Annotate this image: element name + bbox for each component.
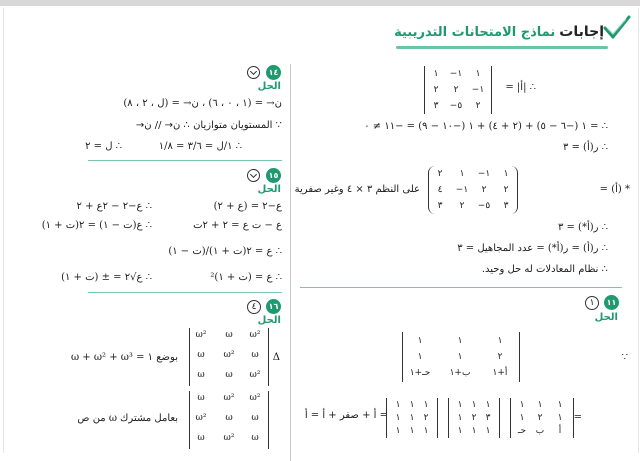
- q15-row-4-right: ∴ ع = (ت + ١)²: [210, 272, 282, 283]
- header-title-main: إجابات: [559, 24, 604, 40]
- question-badge-16: ١٦: [266, 299, 281, 314]
- q16-note-1: بوضع ١ = ω + ω² + ω³: [70, 352, 178, 363]
- document-page: [3, 8, 639, 453]
- augmented-note: على النظم ٣ × ٤ وغير صفرية: [294, 184, 420, 195]
- determinant-omega-2: ω ω² ω² ω² ω ω ω ω² ω: [189, 391, 269, 449]
- augmented-matrix: ٢ ١ −١ ١ ٤ −١ ٢ ٢ ٣ ٢ −٥ ٣: [428, 166, 518, 214]
- answer-choice-circle: ٤: [247, 300, 261, 314]
- determinant-q11: ١ ١ ١ ١ ١ ٢ حـ+١ ب+١ أ+١: [402, 332, 520, 382]
- q15-row-2-right: ع − ت ع = ٢ + ٢ت: [193, 220, 282, 231]
- question-badge-11: ١١: [604, 295, 619, 310]
- question-badge-14: ١٤: [266, 65, 281, 80]
- q14-line-1: ن→ = (١ ، ٠ ، ٦) ، ن→ = (ل ، ٢ ، ٨): [123, 98, 282, 109]
- determinant-q11-part-2: ١ ١ ١ ١ ٢ ٣ ١ ١ ١: [448, 398, 500, 438]
- chevron-down-icon[interactable]: [247, 169, 260, 182]
- section-separator: [88, 160, 282, 161]
- solution-label: الحل: [257, 184, 281, 195]
- q15-row-1-right: ع−٢ = (ع + ٢): [213, 201, 282, 212]
- solution-label: الحل: [257, 315, 281, 326]
- q15-row-2-left: ∴ ع(ت − ١) = ٢(ت + ١): [41, 220, 152, 231]
- header-title-sub: نماذج الامتحانات التدريبية: [394, 24, 556, 40]
- augmented-label: * (أ) =: [599, 184, 630, 195]
- det-a-label: ∴ |أ| =: [505, 82, 536, 93]
- q14-line-3-rhs: ∴ ل = ٢: [85, 141, 122, 152]
- equals-sign: =: [573, 412, 582, 423]
- determinant-a: ١ −١ ١ ٢ ٢ −١ ٣ −٥ ٢: [424, 66, 492, 114]
- question-badge-15: ١٥: [266, 168, 281, 183]
- header-underline: [396, 46, 608, 49]
- ranks-equal-line: ∴ ر(أ) = ر(أ*) = عدد المجاهيل = ٣: [457, 243, 608, 254]
- determinant-q11-part-3: ١ ١ ١ ١ ٢ ١ حـ ب أ: [510, 398, 574, 438]
- because-symbol: ∵: [621, 352, 628, 363]
- determinant-omega-1: ω² ω ω² ω ω² ω ω ω ω²: [189, 328, 269, 386]
- rank-a-line: ∴ ر(أ) = ٣: [562, 142, 608, 153]
- q16-note-2: بعامل مشترك ω من ص: [77, 413, 178, 424]
- section-separator: [300, 287, 622, 288]
- determinant-q11-part-1: ١ ١ ١ ١ ١ ٢ ١ ١ ١: [386, 398, 438, 438]
- q11-final-expression: = أ + صفر + أ = أ: [304, 410, 388, 421]
- page-header-title: [394, 24, 604, 40]
- answer-choice-circle: ١: [585, 296, 599, 310]
- viewer-top-bar: [0, 0, 640, 6]
- delta-symbol: Δ: [272, 352, 280, 363]
- column-divider: [290, 64, 291, 461]
- q15-row-4-left: ∴ ع√٢ = ± (ت + ١): [61, 272, 152, 283]
- chevron-down-icon[interactable]: [247, 66, 260, 79]
- section-separator: [88, 292, 282, 293]
- rank-star-line: ∴ ر(أ*) = ٣: [557, 222, 608, 233]
- q15-row-3: ∴ ع = ٢(ت + ١)/(ت − ١): [168, 246, 282, 257]
- check-mark-icon: [602, 14, 632, 42]
- q15-row-1-left: ∴ ع−٢ − ٢ع + ٢: [76, 201, 152, 212]
- solution-label: الحل: [594, 312, 618, 323]
- q14-line-2: ∵ المستويان متوازيان ∴ ن→ // ن→: [135, 120, 282, 131]
- unique-solution-line: ∴ نظام المعادلات له حل وحيد.: [481, 264, 608, 275]
- expansion-line: ∴ = ١ (−٦ − ٥) + (٢ + ٤) + ١ (−١٠ − ٩) = −١١ ≠ ٠: [364, 121, 608, 132]
- q14-line-3-lhs: ∴ ١/ل = ٣/٦ = ١/٨: [158, 141, 242, 152]
- solution-label: الحل: [257, 81, 281, 92]
